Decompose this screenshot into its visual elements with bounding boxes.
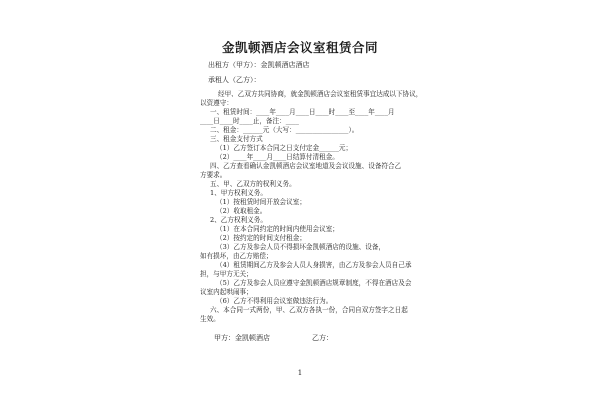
signature-party-b: 乙方：: [312, 334, 333, 342]
body-line: （6）乙方不得利用会议室做违法行为。: [216, 297, 333, 305]
signature-party-a: 甲方：金凯顿酒店: [214, 334, 270, 342]
body-line: （1）乙方签订本合同之日支付定金______元；: [216, 144, 353, 152]
body-line: 议室内起哄闹事；: [200, 288, 253, 296]
body-line: 三、租金支付方式: [210, 135, 263, 143]
body-line: 如有损坏，由乙方赔偿；: [200, 252, 273, 260]
document-title: 金凯顿酒店会议室租赁合同: [221, 40, 378, 55]
body-line: 经甲、乙双方共同协商，就金凯顿酒店会议室租赁事宜达成以下协议，: [218, 90, 423, 98]
body-line: 方要求。: [200, 171, 227, 179]
body-line: 2、乙方权利义务。: [210, 216, 267, 224]
body-line: 担，与甲方无关；: [200, 270, 253, 278]
body-line: （2）按约定的时间支付租金；: [216, 234, 306, 242]
lessor-line: 出租方（甲方）：金凯顿酒店酒店: [208, 61, 310, 69]
body-line: （2）____年____月____日结算付清租金。: [216, 153, 339, 161]
body-line: 一、租赁时间：____年____月____日____时____至____年____月: [210, 108, 395, 116]
page-number: 1: [297, 369, 303, 377]
body-line: （1）在本合同约定的时间内使用会议室；: [216, 225, 339, 233]
body-line: 五、甲、乙双方的权利义务。: [210, 180, 296, 188]
body-line: 1、甲方权利义务。: [210, 189, 267, 197]
body-line: 以资遵守：: [200, 99, 233, 107]
body-line: （2）收取租金。: [216, 207, 267, 215]
body-line: 生效。: [200, 315, 220, 323]
body-line: 六、本合同一式两份，甲、乙双方各执一份，合同自双方签字之日起: [210, 306, 408, 314]
body-line: （4）租赁期间乙方及参会人员人身损害，由乙方及参会人员自己承: [216, 261, 412, 269]
body-line: 四、乙方查看确认金凯顿酒店会议室地道及会议设施、设备符合乙: [210, 162, 402, 170]
lessee-line: 承租人（乙方）：: [208, 76, 261, 84]
body-line: 二、租金：______元（大写：________________）。: [210, 126, 359, 134]
body-line: ____日____时____止，备注：____: [200, 117, 299, 125]
body-line: （3）乙方及参会人员不得损坏金凯顿酒店的设施、设备，: [216, 243, 386, 251]
body-line: （5）乙方及参会人员应遵守金凯顿酒店规章制度，不得在酒店及会: [216, 279, 412, 287]
body-line: （1）按租赁时间开放会议室；: [216, 198, 306, 206]
